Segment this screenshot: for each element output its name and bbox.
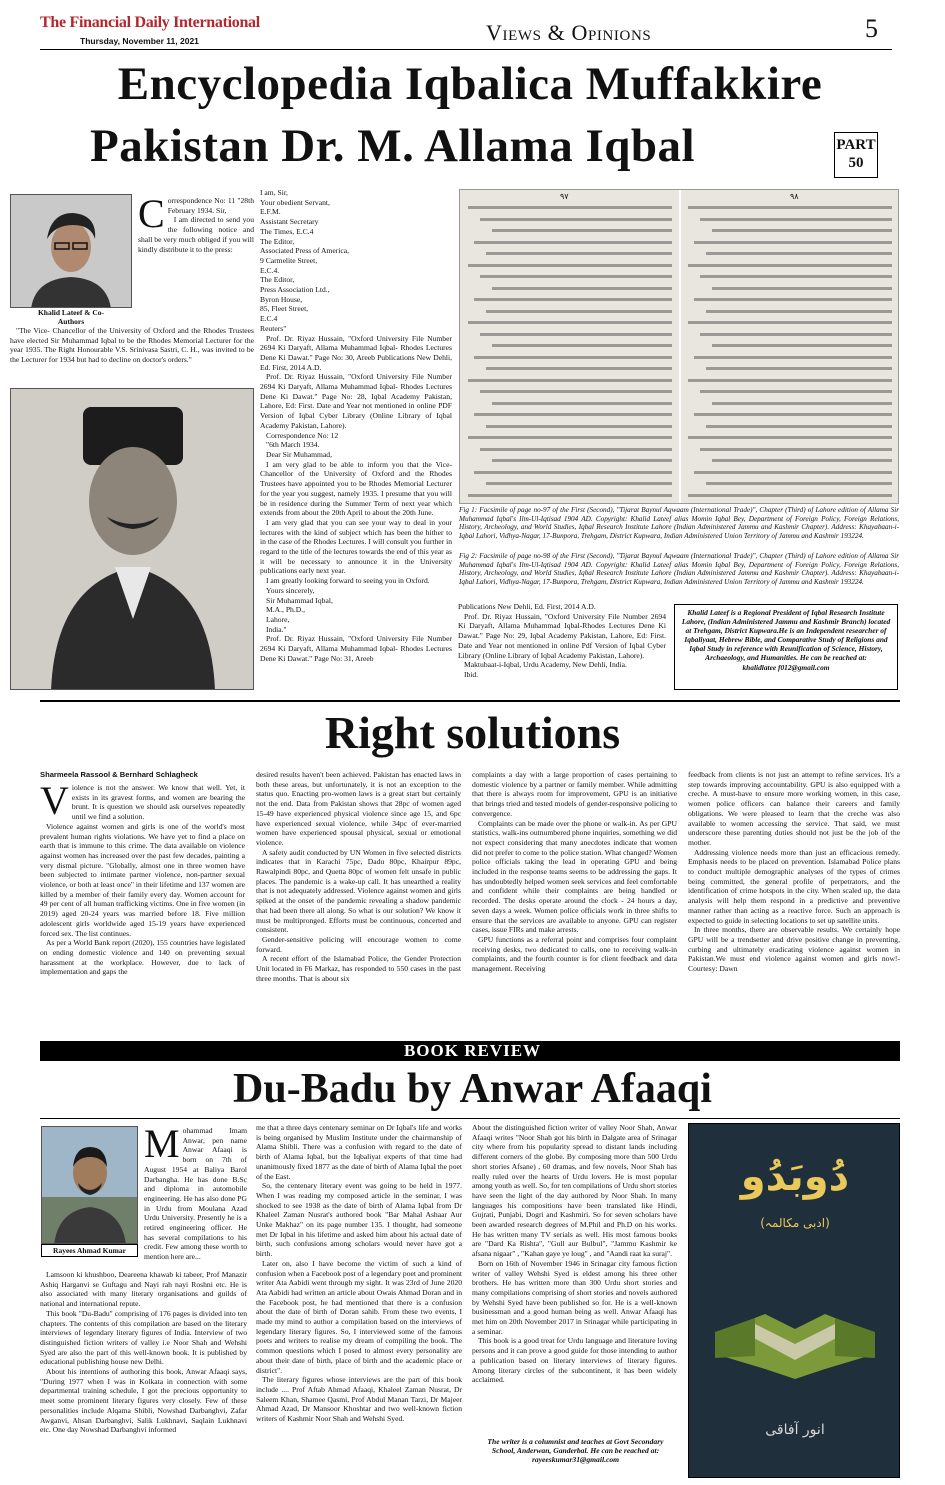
article1-col1 [138, 196, 254, 314]
paragraph: "6th March 1934. [266, 440, 320, 450]
urdu-script-line [468, 494, 672, 497]
paragraph: GPU functions as a referral point and comprises four complaint receiving desks, two dedicated to calls, one to receiving walk-in complaints, and the fourth counter is for client feedback and data management. Receiving [472, 934, 677, 974]
section-rule [40, 700, 900, 702]
urdu-script-line [474, 471, 672, 474]
paragraph: desired results haven't been achieved. Pakistan has enacted laws in both these areas, but unfortunately, it is not an exception to the status quo. Enacting pro-women laws is a great start but certainly not the end. Data from Pakistan shows that 28pc of women aged 15-49 have experienced physical violence since age 15, and 6pc have experienced sexual violence, while 34pc of ever-married women have experienced spousal physical, sexual or emotional violence. [256, 770, 461, 847]
paragraph: The literary figures whose interviews are the part of this book include .... Prof Aftab Ahmad Afaaqi, Khaleel Zaman Nusrat, Dr Saleem Khan, Shamee Qasmi, Prof Abdul Manan Tarzi, Dr Majeer Ahmad Azad, Dr Mansoor Khoshtar and two well-known fiction writers of Kashmir Noor Shah and Wehshi Syed. [256, 1375, 462, 1424]
urdu-script-line [688, 264, 892, 267]
urdu-script-line [688, 321, 892, 324]
urdu-script-line [486, 367, 672, 370]
author-photo [10, 194, 132, 308]
article2-col3 [472, 770, 677, 1033]
line: E.C.4. [260, 265, 280, 275]
paragraph: Addressing violence needs more than just an efficacious remedy. Emphasis needs to be placed on prevention. Islamabad Police plans to conduct multiple demographic analyses of the types of crimes being committed, the general profile of perpetrators, and the identification of crime hotspots in the city. When scaled up, the data analysis will help them respond in a predictive and preventive manner rather than acting as a reactive force. Such an approach is expected to guide in selecting locations to set up satellite units. [688, 847, 900, 925]
reviewer-portrait-graphic [42, 1127, 138, 1244]
paragraph: "The Vice- Chancellor of the University of Oxford and the Rhodes Trustees have elected Sir Muhammad Iqbal to be the Rhodes Memorial Lecturer for the year 1935. The Right Honourable V.S. Srinivasa Sastri, C. H., was invited to be the Lecturer for 1934 but had to decline on doctor's orders." [10, 326, 254, 365]
figure-caption-1: Fig 1: Facsimile of page no-97 of the First (Second), "Tijarat Baynul Aqwaam (International Trade)", Chapter (Third) of Lahore edition of Allama Sir Muhammad Iqbal's Ilm-Ul-Iqtisad 1904 AD. Copyright: Khalid Lateef alias Momin Iqbal Bey, Department of Foreign Policy, Foreign Relations, History, Archeology, and World Studies, Iqbal Research Institute Lahore (Indian Administered Jammu and Kashmir Chapter). Address: Khayabaan-i-Iqbal Lahori, Vidhya-Nagar, 17-Bunpora, Trehgam, District Kupwara, Indian Administered Union Territory of Jammu and Kashmir 193224. [459, 506, 899, 540]
urdu-script-line [492, 459, 672, 462]
urdu-script-line [480, 390, 672, 393]
portrait-photo [10, 388, 254, 690]
paragraph: Lamsoon ki khushboo, Deareena khawab ki tabeer, Prof Manazir Ashiq Harganvi se Guftagu and Nayi rah nayi Roshni etc. He is also associated with many literary organisations and guilds of national and international repute. [40, 1270, 247, 1309]
article3-rule [40, 1118, 900, 1119]
paragraph: Ibid. [464, 669, 479, 679]
figure-caption-2: Fig 2: Facsimile of page no-98 of the First (Second), "Tijarat Baynul Aqwaam (International Trade)", Chapter (Third) of Lahore edition of Allama Sir Muhammad Iqbal's Ilm-Ul-Iqtisad 1904 AD. Copyright: Khalid Lateef alias Momin Iqbal Bey, Department of Foreign Policy, Foreign Relations, History, Archeology, and World Studies, Iqbal Research Institute Lahore (Indian Administered Jammu and Kashmir Chapter). Address: Khayabaan-i-Iqbal Lahori, Vidhya-Nagar, 17-Bunpora, Trehgam, District Kupwara, Indian Administered Union Territory of Jammu and Kashmir 193224. [459, 552, 899, 586]
author-email: khalidlatee f012@gmail.com [742, 662, 830, 672]
line: E.F.M. [260, 207, 281, 217]
urdu-script-line [700, 448, 892, 451]
urdu-page-number-right: ۹۸ [790, 192, 799, 201]
urdu-script-line [700, 333, 892, 336]
urdu-script-line [694, 413, 892, 416]
article3-col1-top [144, 1126, 247, 1262]
urdu-script-line [694, 471, 892, 474]
paragraph: ohammad Imam Anwar, pen name Anwar Afaaqi is born on 7th of August 1954 at Baliya Barol Darbangha. He has done B.Sc and diploma in automobile engineering. He has also done PG in Urdu from Moulana Azad Urdu University. Presently he is a retired engineering officer. He has several compilations to his credit. Few among these worth to mention here are... [144, 1126, 247, 1262]
article2-col2 [256, 770, 461, 1033]
line: The Editor, [260, 236, 295, 246]
urdu-script-line [688, 494, 892, 497]
urdu-script-line [688, 436, 892, 439]
dropcap: C [138, 196, 165, 236]
section-title: Views & Opinions [486, 20, 652, 45]
urdu-script-line [688, 379, 892, 382]
article1-col3 [458, 602, 666, 692]
paragraph: me that a three days centenary seminar on Dr Iqbal's life and works is being organised by Muslim Institute under the chairmanship of Alama Shibli. There was a confusion with regard to the date of birth of Alama Iqbal, but the Iqbaliyat experts of that time had unanimously fixed 1877 as the date of birth of Alama Iqbal the poet of the East. [256, 1123, 462, 1181]
paragraph: I am very glad to be able to inform you that the Vice-Chancellor of the University of Oxford and the Rhodes Trustees have appointed you to be Rhodes Memorial Lecturer for the year you suggest, namely 1935. I presume that you will be in residence during the Summer Term of next year which extends from about the 20th April to about the 20th June. [260, 459, 452, 518]
article3-title: Du-Badu by Anwar Afaaqi [233, 1066, 712, 1112]
urdu-script-line [474, 413, 672, 416]
line: 9 Carmelite Street, [260, 255, 318, 265]
paragraph: As per a World Bank report (2020), 155 countries have legislated on ending domestic violence and 140 on preventing sexual harassment at the workplace. However, due to lack of implementation and gaps the [40, 938, 245, 977]
urdu-script-line [492, 344, 672, 347]
issue-date: Thursday, November 11, 2021 [80, 36, 199, 46]
paragraph: A safety audit conducted by UN Women in five selected districts indicates that in Karachi 75pc, Dadu 80pc, Khairpur 89pc, Rawalpindi 80pc, and Quetta 80pc of women felt unsafe in public places. The pandemic is a wake-up call. It has unearthed a reality that is not adequately addressed. Violence against women and girls spiked at the onset of the pandemic revealing a shadow pandemic that had been there all along. So what is our solution? We know it must be multipronged. Efforts must be continuous, concerted and consistent. [256, 847, 461, 935]
urdu-page-number-left: ۹۷ [560, 192, 569, 201]
urdu-script-line [712, 287, 892, 290]
paragraph: Complaints can be made over the phone or walk-in. As per GPU statistics, walk-ins outnumbered phone inquiries, something we did not expect considering that many anecdotes indicate that women did not prefer to come to the police station. What changed? Women police officials taking the lead in operating GPU and being included in the response teams seems to be addressing the gaps. It has undoubtedly helped women seek services and feel comfortable and confident while their complaints are being handled or recorded. The desks operate around the clock - 24 hours a day, seven days a week. Women police officials work in three shifts to ensure that the services are available to anyone. GPU can register cases, issue FIRs and make arrests. [472, 818, 677, 935]
urdu-script-line [712, 344, 892, 347]
paragraph: Sir Muhammad Iqbal, [266, 595, 333, 605]
paragraph: This book "Du-Badu" comprising of 176 pages is divided into ten chapters. The contents of this compilation are based on the literary interviews of legendary literary figures of India. Interview of two distinguished fiction writers of valley i.e Noor Shah and Wehshi Syed are also the part of this well-known book. It is published by educational publishing house new Delhi. [40, 1308, 247, 1367]
masthead-rule [40, 49, 892, 50]
paragraph: Gender-sensitive policing will encourage women to come forward. [256, 934, 461, 954]
urdu-script-line [700, 218, 892, 221]
article1-title-line1: Encyclopedia Iqbalica Muffakkire [117, 58, 823, 110]
line: The Times, E.C.4 [260, 226, 314, 236]
urdu-script-line [700, 275, 892, 278]
article1-col1-wide [10, 326, 254, 378]
paragraph: I am very glad that you can see your way to deal in your lectures with the kind of subject which has been the hither to in the case of the Rhodes Lectures. I will consult you further in regard to the title of the lectures towards the end of this year as it will be necessary to announce it in the University publications early next year. [260, 517, 452, 576]
book-cover [688, 1123, 900, 1478]
article2-title: Right solutions [324, 707, 621, 758]
urdu-script-line [480, 275, 672, 278]
urdu-script-line [688, 206, 892, 209]
part-label: PART [836, 137, 876, 153]
line: Press Association Ltd., [260, 285, 330, 295]
line: E.C.4 [260, 314, 278, 324]
urdu-script-line [486, 425, 672, 428]
paragraph: About his intentions of authoring this book, Anwar Afaaqi says, "During 1977 when I was in Kolkata in connection with some departmental training schedule, I got the precious opportunity to meet some prominent literary figures very closely. Few of these personalities include Alqama Shibli, Nowshad Darbanghvi, Zafar Awganvi, Ahsan Darbanghvi, Salik Lukhnavi, Saqlain Lukhnavi etc. One day Nowshad Darbanghvi informed [40, 1367, 247, 1435]
urdu-script-line [474, 298, 672, 301]
reviewer-caption: Rayees Ahmad Kumar [41, 1244, 138, 1257]
line: Associated Press of America, [260, 246, 349, 256]
line: Your obedient Servant, [260, 197, 330, 207]
paper-name: The Financial Daily International [40, 14, 260, 31]
paragraph: This book is a good treat for Urdu language and literature loving persons and it can prove a good guide for those intending to author a publication based on literary interviews of literary figures. Among literary circles of the subcontinent, it has been widely acclaimed. [472, 1336, 677, 1385]
urdu-script-line [694, 241, 892, 244]
urdu-script-line [492, 402, 672, 405]
paragraph: Born on 16th of November 1946 in Srinagar city famous fiction writer of valley Wehshi Syed is eldest among his three other brothers. He has written more than 300 Urdu short stories and many compilations comprising of short stories and novels authored by Wehshi Syed have been published so for. He is a well-known businessman and a good human being as well. Anwar Afaaqi has met him on 20th November 2017 in Srinagar while participating in a seminar. [472, 1258, 677, 1336]
urdu-script-line [480, 448, 672, 451]
author-caption: Khalid Lateef & Co-Authors [37, 308, 105, 326]
paragraph: Prof. Dr. Riyaz Hussain, "Oxford University File Number 2694 Ki Daryaft, Allama Muhammad Iqbal- Rhodes Lectures Dene Ki Dawat." Page No: 31, Areeb [260, 634, 452, 663]
book-title-urdu: دُوبَدُو [740, 1154, 850, 1200]
urdu-script-line [468, 436, 672, 439]
paragraph: Correspondence No: 12 [266, 430, 339, 440]
urdu-script-line [706, 425, 892, 428]
urdu-script-line [706, 482, 892, 485]
paragraph: iolence is not the answer. We know that well. Yet, it exists in its gravest forms, and women are bearing the brunt. It is question we should ask ourselves repeatedly until we find a solution. [71, 783, 245, 822]
article2-col4 [688, 770, 900, 1033]
urdu-script-line [712, 402, 892, 405]
portrait-graphic [11, 389, 254, 690]
reviewer-note-box: The writer is a columnist and teaches at Govt Secondary School, Anderwan, Ganderbal. He can be reached at: rayeeskumar31@gmail.com [487, 1437, 664, 1465]
paragraph: Yours sincerely, [266, 585, 315, 595]
paragraph: Prof. Dr. Riyaz Hussain, "Oxford University File Number 2694 Ki Daryaft, Allama Muhammad Iqbal- Rhodes Lectures Dene Ki Dawat." Page No: 30, Areeb Publications New Dehli, Ed. First, 2014 A.D. [260, 333, 452, 372]
urdu-script-line [492, 287, 672, 290]
reviewer-photo [41, 1126, 138, 1244]
paragraph: Later on, also I have become the victim of such a kind of confusion when a Facebook post of a legendary poet and prominent writer Ata Aabidi went through my sight. It was 23rd of June 2020 Ata Aabidi had written an article about Owais Ahmad Doran and in the Facebook post, he had mentioned that there is a confusion about the date of birth of Doran sahib. From these two events, I made my mind to author a compilation based on the interviews of legendary literary figures. So, I interviewed some of the famous poets and writers to realise my dream of compiling the book. The common questions which I posed to almost every personality are about their date of birth, place of birth and the academic place or district". [256, 1258, 462, 1375]
article2-byline: Sharmeela Rassool & Bernhard Schlagheck [40, 770, 198, 779]
urdu-script-line [706, 310, 892, 313]
line: Reuters" [260, 323, 287, 333]
paragraph: orrespondence No: 11 "28th February 1934. Sir, [167, 196, 254, 215]
urdu-script-line [486, 482, 672, 485]
paragraph: Publications New Dehli, Ed. First, 2014 A.D. [458, 602, 596, 611]
author-portrait-graphic [11, 195, 132, 308]
paragraph: Violence against women and girls is one of the world's most prevalent human rights violations. We have yet to find a place on earth that is immune to this crime. The data available on violence against women has increased over the past few decades, painting a very dismal picture. "Globally, almost one in three women have been subjected to intimate partner violence, non-partner sexual violence, or both at least once" in their lifetime and 137 women are killed by a member of their family every day. Women account for 49 per cent of all human trafficking victims. One in five women (in 2019) aged 20-24 years was married before 18. Five million adolescent girls worldwide aged 15-19 years have experienced forced sex. The list continues. [40, 821, 245, 938]
book-author-urdu: انور آفاقی [765, 1422, 825, 1438]
urdu-script-line [480, 333, 672, 336]
paragraph: So, the centenary literary event was going to be held in 1977. When I was reading my composed article in the seminar, I was shocked to see 1938 as the date of birth of Alama Iqbal from Dr Khaleel Zaman Nusrat's authored book "Bar Mahal Ashaar Aur Unke Makhaz" on its page number 135. I thought, had someone met Dr Iqbal in his lifetime and asked him about his actual date of birth, such confusions among scholars would never have got a birth. [256, 1181, 462, 1259]
paragraph: A recent effort of the Islamabad Police, the Gender Protection Unit located in F6 Markaz, has responded to 550 cases in the past three months. That is about six [256, 954, 461, 983]
urdu-script-line [468, 321, 672, 324]
urdu-script-line [694, 298, 892, 301]
book-review-kicker: BOOK REVIEW [403, 1041, 542, 1060]
article3-col3 [472, 1123, 677, 1431]
article1-title-line2: Pakistan Dr. M. Allama Iqbal [90, 120, 696, 172]
dropcap: M [144, 1126, 180, 1166]
urdu-script-line [712, 459, 892, 462]
paragraph: Prof. Dr. Riyaz Hussain, "Oxford University File Number 2694 Ki Daryaft, Allama Muhammad Iqbal- Rhodes Lectures Dene Ki Dawat." Page No: 28, Iqbal Academy Pakistan, Lahore, Ed: First. Date and Year not mentioned in online PDF Version of Iqbal Cyber Library (Online Library of Iqbal Academy Pakistan, Lahore). [260, 372, 452, 430]
paragraph: Dear Sir Muhammad, [266, 449, 333, 459]
line: Byron House, [260, 294, 303, 304]
paragraph: feedback from clients is not just an attempt to refine services. It's a step towards improving accountability. GPU is also equipped with a creche. A must-have to ensure more working women, in this case, women police officers can balance their careers and family obligations. We were pleased to learn that the creche was also available to women accessing the service. That said, we must underscore these parenting duties should not just be the job of the mother. [688, 770, 900, 847]
part-number: 50 [848, 155, 864, 171]
article3-col1 [40, 1270, 247, 1476]
urdu-script-line [468, 206, 672, 209]
article2-col1 [40, 783, 245, 1033]
urdu-page-divider [679, 190, 681, 504]
paragraph: I am directed to send you the following notice and shall be very much obliged if you will kindly distribute it to the press: [138, 215, 254, 254]
urdu-script-line [492, 229, 672, 232]
urdu-script-line [468, 379, 672, 382]
urdu-script-line [694, 356, 892, 359]
line: Assistant Secretary [260, 217, 319, 227]
paragraph: About the distinguished fiction writer of valley Noor Shah, Anwar Afaaqi writes "Noor Shah got his birth in Dalgate area of Srinagar city where from his popularity spread to distant lands including different corners of the globe. By composing more than 500 Urdu short stories Afsane) , 60 dramas, and few novels, Noor Shah has really ruled over the hearts of Urdu lovers. He is most popular among youth as well. So, for ten compilations of Urdu short stories have seen the light of the day authored by Noor Shah. In many languages his compositions have been translated like Hindi, Gujrati, Punjabi, Dogri and Kashmiri. So for seven scholars have been awarded research degrees of M.Phil and Ph.D on his works. He has written many TV serials as well. His most famous books are "Dard Ka Rishta", "Gull aur Bulbul", "Jammu Kashmir ke afsana nigaar" , "Kahan gaye ye loug" , and "Aandi raat ka suraj". [472, 1123, 677, 1259]
urdu-script-line [474, 356, 672, 359]
paragraph: complaints a day with a large proportion of cases pertaining to domestic violence by a partner or family member. While admitting that there is always room for improvement, GPU is an initiative that brings tried and tested models of gender-responsive policing to convergence. [472, 770, 677, 818]
paragraph: Prof. Dr. Riyaz Hussain, "Oxford University File Number 2694 Ki Daryaft, Allama Muhammad Iqbal-Rhodes Lectures Dene Ki Dawat." Page No: 29, Iqbal Academy Pakistan, Lahore, Ed: First. Date and Year not mentioned in online Pdf Version of Iqbal Cyber Library (Online Library of Iqbal Academy Pakistan, Lahore). [458, 611, 666, 660]
article3-col2 [256, 1123, 462, 1476]
dropcap: V [40, 783, 69, 823]
line: The Editor, [260, 275, 295, 285]
line: I am, Sir, [260, 188, 288, 197]
line: 85, Fleet Street, [260, 304, 309, 314]
page-number: 5 [865, 14, 878, 43]
paragraph: India." [266, 624, 287, 634]
paragraph: I am greatly looking forward to seeing you in Oxford. [266, 576, 430, 586]
paragraph: M.A., Ph.D., [266, 605, 306, 615]
paragraph: Lahore, [266, 614, 290, 624]
urdu-script-line [700, 390, 892, 393]
urdu-script-line [486, 310, 672, 313]
urdu-script-line [712, 229, 892, 232]
book-subtitle-urdu: (ادبی مکالمہ) [760, 1216, 830, 1230]
urdu-script-line [706, 252, 892, 255]
urdu-script-line [468, 264, 672, 267]
urdu-facsimile [459, 189, 899, 504]
urdu-script-line [474, 241, 672, 244]
author-note-box [674, 604, 898, 690]
urdu-script-line [480, 218, 672, 221]
paragraph: Maktubaat-i-Iqbal, Urdu Academy, New Dehli, India. [464, 660, 627, 670]
urdu-script-line [706, 367, 892, 370]
urdu-script-line [486, 252, 672, 255]
paragraph: In three months, there are observable results. We certainly hope GPU will be a trendsetter and drive positive change in preventing, curbing and ultimately eradicating violence against women in Pakistan.We must end violence against women and girls now!-Courtesy: Dawn [688, 925, 900, 974]
part-badge [834, 132, 878, 178]
handshake-illustration [715, 1274, 875, 1384]
author-note-text: Khalid Lateef is a Regional President of Iqbal Research Institute Lahore, (Indian Administered Jammu and Kashmir Branch) located at Trehgam, District Kupwara.He is an Independent researcher of Iqbaliyaat, Hebrew Bible, and Comparative Study of Religions and Iqbal Study in reference with Reunification of Science, History, Archaeology, and Humanities. He can be reached at: [681, 608, 891, 663]
article1-col2 [260, 188, 452, 690]
